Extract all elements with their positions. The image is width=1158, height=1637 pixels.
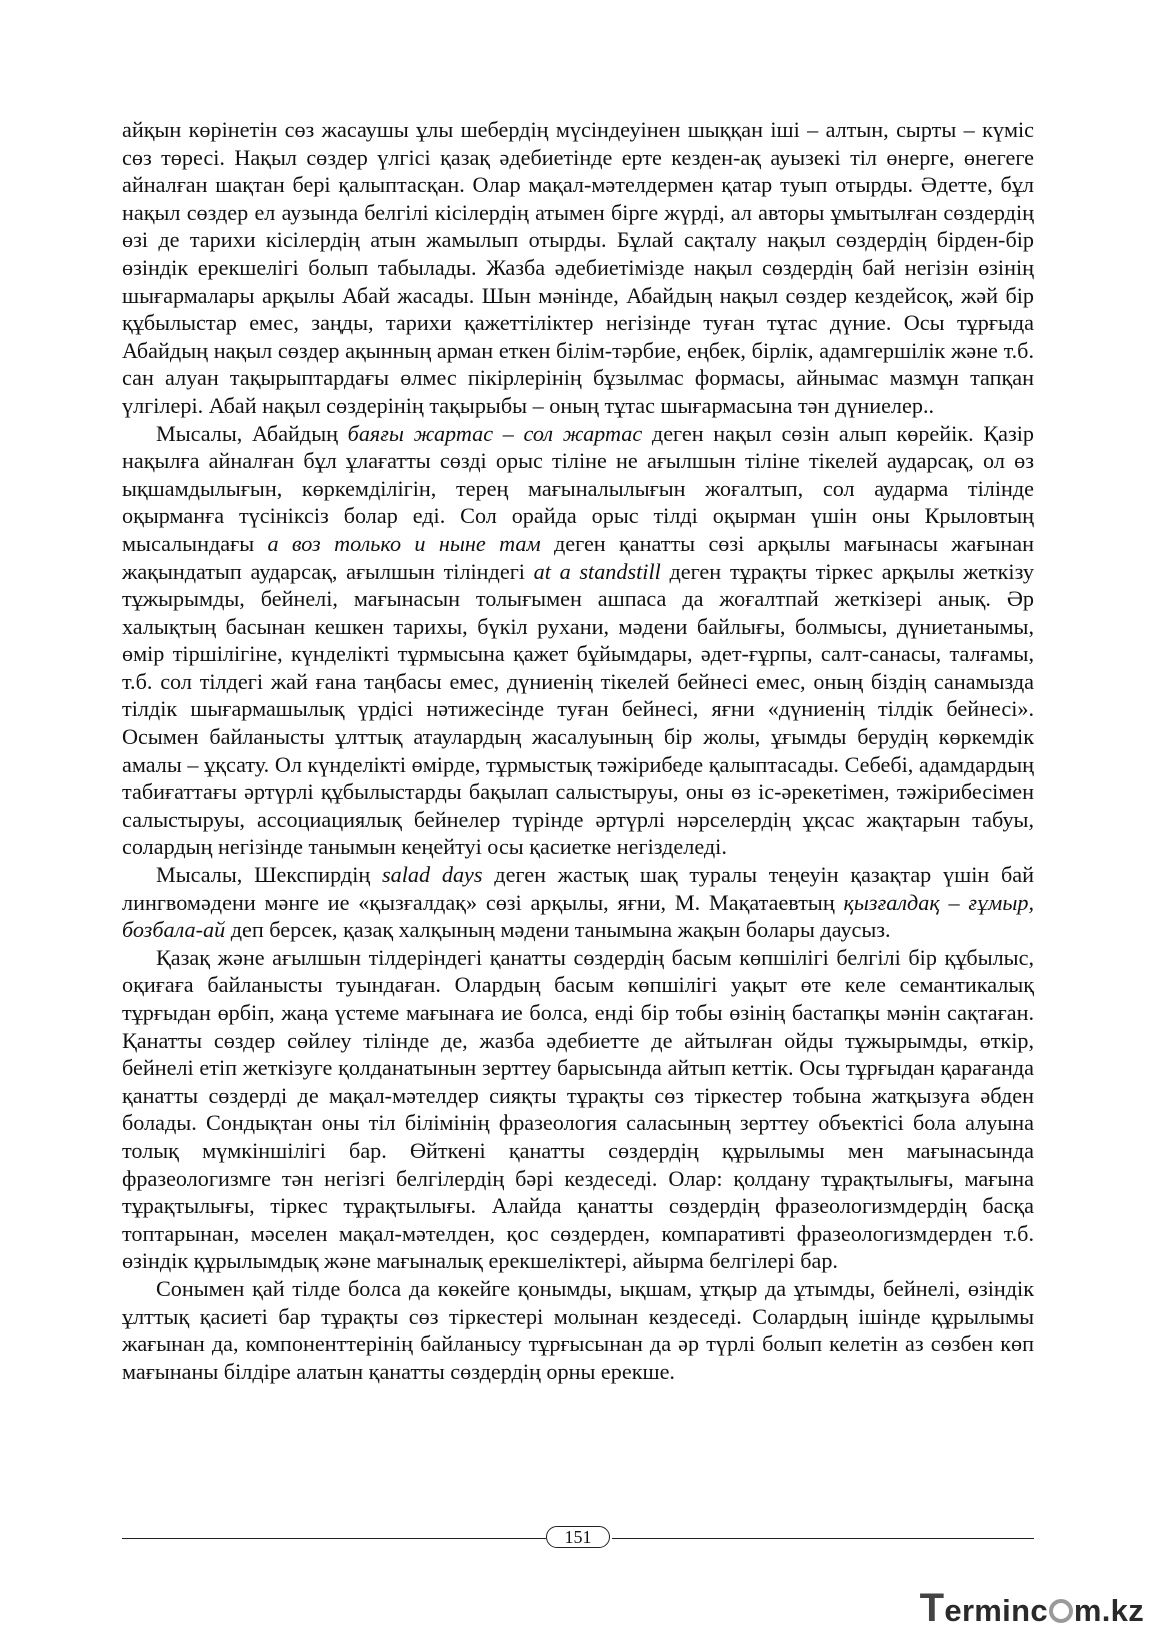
italic-quote: at a standstill	[533, 558, 661, 584]
paragraph-text: деген тұрақты тіркес арқылы жеткізу тұжырымды, бейнелі, мағынасын толығымен ашпаса да жоғалтпай жеткізері анық. Әр халықтың басынан кешкен тарихы, бүкіл рухани, мәдени байлығы, болмысы, дүниетанымы, өмір тіршілігіне, күнделікті тұрмысына қажет бұйымдары, әдет-ғұрпы, салт-санасы, талғамы, т.б. сол тілдегі жай ғана таңбасы емес, дүниенің тікелей бейнесі емес, оның біздің санамызда тілдік шығармашылық үрдісі нәтижесінде туған бейнесі, яғни «дүниенің тілдік бейнесі». Осымен байланысты ұлттық атаулардың жасалуының бір жолы, ұғымды берудің көркемдік амалы – ұқсату. Ол күнделікті өмірде, тұрмыстық тәжірибеде қалыптасады. Себебі, адамдардың табиғаттағы әртүрлі құбылыстарды бақылап салыстыруы, оны өз іс-әрекетімен, тәжірибесімен салыстыруы, ассоциациялық бейнелер түрінде әртүрлі нәрселердің ұқсас жақтарын табуы, солардың негізінде танымын кеңейтуі осы қасиетке негізделеді.	[122, 558, 1034, 860]
footer-rule-right	[612, 1538, 1034, 1539]
italic-quote: баяғы жартас – сол жартас	[347, 420, 643, 446]
paragraph-text: айқын көрінетін сөз жасаушы ұлы шебердің мүсіндеуінен шыққан іші – алтын, сырты – күміс сөз төресі. Нақыл сөздер үлгісі қазақ әдебиетінде ерте кезден-ақ ауызекі тіл өнерге, өнегеге айналған шақтан бері қалыптасқан. Олар мақал-мәтелдермен қатар туып отырды. Әдетте, бұл нақыл сөздер ел аузында белгілі кісілердің атымен бірге жүрді, ал авторы ұмытылған сөздердің өзі де тарихи кісілердің атын жамылып отырды. Бұлай сақталу нақыл сөздердің бірден-бір өзіндік ерекшелігі болып табылады. Жазба әдебиетімізде нақыл сөздердің бай негізін өзінің шығармалары арқылы Абай жасады. Шын мәнінде, Абайдың нақыл сөздер кездейсоқ, жәй бір құбылыстар емес, заңды, тарихи қажеттіліктер негізінде туған тұтас дүние. Осы тұрғыда Абайдың нақыл сөздер ақынның арман еткен білім-тәрбие, еңбек, бірлік, адамгершілік және т.б. сан алуан тақырыптардағы өлмес пікірлерінің бұзылмас формасы, айнымас мазмұн тапқан үлгілері. Абай нақыл сөздерінің тақырыбы – оның тұтас шығармасына тән дүниелер..	[122, 117, 1034, 418]
paragraph-text: деп берсек, қазақ халқының мәдени танымына жақын болары даусыз.	[225, 917, 891, 943]
paragraph-text: Қазақ және ағылшын тілдеріндегі қанатты сөздердің басым көпшілігі белгілі бір құбылыс, оқиғаға байланысты туындаған. Олардың басым көпшілігі уақыт өте келе семантикалық тұрғыдан өрбіп, жаңа үстеме мағынаға ие болса, енді бір тобы өзінің бастапқы мәнін сақтаған. Қанатты сөздер сөйлеу тілінде де, жазба әдебиетте де айтылған ойды тұжырымды, өткір, бейнелі етіп жеткізуге қолданатынын зерттеу барысында айтып кеттік. Осы тұрғыдан қарағанда қанатты сөздерді де мақал-мәтелдер сияқты тұрақты сөз тіркестер тобына жатқызуға әбден болады. Сондықтан оны тіл білімінің фразеология саласының зерттеу объектісі бола алуына толық мүмкіншілігі бар. Өйткені қанатты сөздердің құрылымы мен мағынасында фразеологизмге тән негізгі белгілердің бәрі кездеседі. Олар: қолдану тұрақтылығы, мағына тұрақтылығы, тіркес тұрақтылығы. Алайда қанатты сөздердің фразеологизмдердің басқа топтарынан, мәселен мақал-мәтелден, қос сөздерден, компаративті фразеологизмдерден т.б. өзіндік құрылымдық және мағыналық ерекшеліктері, айырма белгілері бар.	[122, 944, 1034, 1274]
page-number: 151	[546, 1526, 610, 1548]
italic-quote: а воз только и ныне там	[267, 530, 541, 556]
page-footer	[122, 1524, 1034, 1554]
paragraph-text: Мысалы, Шекспирдің	[156, 862, 383, 888]
watermark-t-letter: T	[919, 1586, 945, 1630]
watermark-text-part1: erminc	[944, 1593, 1048, 1628]
termincom-watermark-logo	[919, 1586, 1144, 1630]
paragraph-text: деген қанатты сөзі арқылы мағынасы жағынан жақындатып аударсақ, ағылшын тіліндегі	[122, 530, 1034, 584]
paragraph-p5	[122, 1275, 1034, 1385]
footer-rule-left	[122, 1538, 546, 1539]
paragraph-text: Мысалы, Абайдың	[156, 420, 348, 446]
watermark-o-ring-icon	[1049, 1599, 1073, 1623]
paragraph-p2	[122, 420, 1034, 862]
watermark-text-part2: m.kz	[1073, 1593, 1144, 1628]
italic-quote: salad days	[382, 862, 483, 888]
italic-quote: қызғалдақ – ғұмыр, бозбала-ай	[122, 889, 1034, 943]
paragraph-p4	[122, 944, 1034, 1275]
paragraph-text: деген жастық шақ туралы теңеуін қазақтар үшін бай лингвомәдени мәнге ие «қызғалдақ» сөзі арқылы, яғни, М. Мақатаевтың	[122, 862, 1035, 915]
paragraph-text: Сонымен қай тілде болса да көкейге қонымды, ықшам, ұтқыр да ұтымды, бейнелі, өзіндік ұлттық қасиеті бар тұрақты сөз тіркестері молынан кездеседі. Солардың ішінде құрылымы жағынан да, компоненттерінің байланысу тұрғысынан да әр түрлі болып келетін аз сөзбен көп мағынаны білдіре алатын қанатты сөздердің орны ерекше.	[122, 1275, 1034, 1384]
paragraph-text: деген нақыл сөзін алып көрейік. Қазір нақылға айналған бұл ұлағатты сөзді орыс тіліне не ағылшын тіліне тікелей аударсақ, ол өз ықшамдылығын, көркемділігін, терең мағыналылығын жоғалтып, сол аударма тілінде оқырманға түсініксіз болар еді. Сол орайда орыс тілді оқырман үшін оны Крыловтың мысалындағы	[122, 420, 1034, 556]
paragraph-p3	[122, 861, 1034, 944]
document-body	[122, 116, 1034, 1385]
paragraph-p1	[122, 116, 1034, 420]
